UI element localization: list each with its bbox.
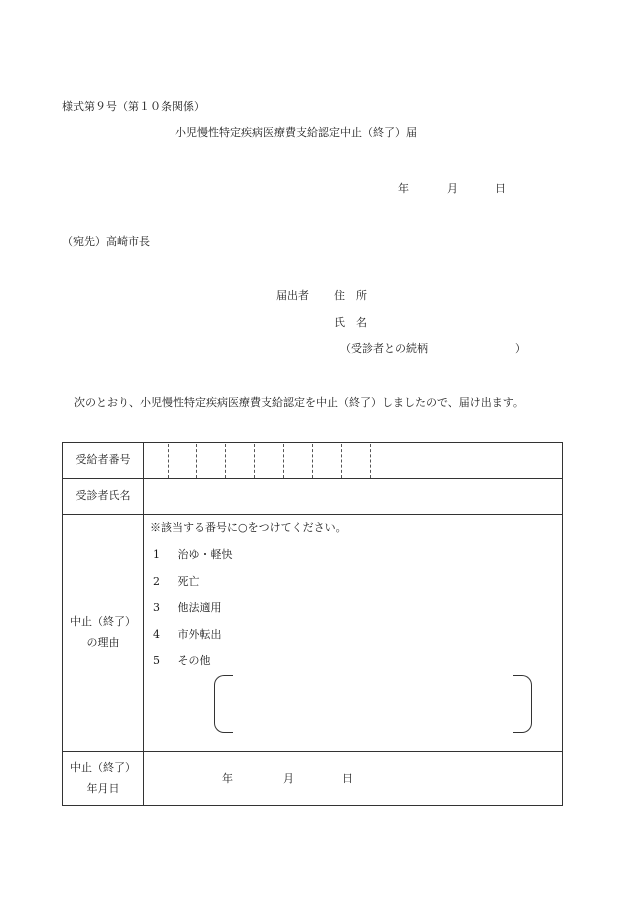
- reason-item[interactable]: [153, 576, 200, 587]
- reason-number: 5: [153, 654, 160, 667]
- reason-text: 死亡: [177, 575, 200, 588]
- stop-date-label-line2: 年月日: [86, 781, 120, 795]
- name-label: 氏 名: [334, 316, 367, 329]
- recipient-number-field[interactable]: [144, 443, 563, 479]
- digit-cell: [226, 444, 255, 478]
- statement: 次のとおり、小児慢性特定疾病医療費支給認定を中止（終了）しましたので、届け出ます。: [74, 396, 524, 409]
- reason-item[interactable]: [153, 549, 233, 560]
- stop-date-label-line1: 中止（終了）: [70, 760, 136, 774]
- stop-date-month: 月: [283, 772, 294, 785]
- reason-item[interactable]: [153, 655, 211, 666]
- form-table: [62, 442, 563, 806]
- digit-cell: [197, 444, 226, 478]
- digit-cell: [342, 444, 371, 478]
- stop-date-row: [63, 752, 563, 806]
- patient-name-row: [63, 479, 563, 515]
- reason-number: 2: [153, 575, 160, 588]
- reason-text: 市外転出: [177, 628, 222, 641]
- form-title: 小児慢性特定疾病医療費支給認定中止（終了）届: [175, 126, 417, 139]
- date-month-label: 月: [447, 182, 458, 195]
- digit-cell: [255, 444, 284, 478]
- other-reason-left-bracket: [214, 675, 233, 733]
- reason-text: 他法適用: [177, 601, 222, 614]
- recipient-number-digits: [144, 444, 562, 478]
- reason-label-line1: 中止（終了）: [70, 615, 136, 629]
- patient-name-label: 受診者氏名: [63, 479, 144, 515]
- reason-field[interactable]: [144, 515, 563, 752]
- reason-row: [63, 515, 563, 752]
- date-year-label: 年: [398, 182, 409, 195]
- reason-label-line2: の理由: [86, 636, 120, 649]
- addressee: （宛先）高崎市長: [62, 235, 150, 248]
- reason-number: 4: [153, 628, 160, 641]
- address-label: 住 所: [334, 289, 367, 302]
- digit-cell: [313, 444, 342, 478]
- reason-note: ※該当する番号に○をつけてください。: [150, 521, 347, 534]
- digit-cell: [168, 444, 197, 478]
- stop-date-label: [63, 752, 144, 806]
- stop-date-day: 日: [342, 772, 353, 785]
- recipient-number-row: [63, 443, 563, 479]
- other-reason-right-bracket: [513, 675, 532, 733]
- date-day-label: 日: [495, 182, 506, 195]
- reason-text: その他: [177, 654, 211, 667]
- reason-number: 3: [153, 601, 160, 614]
- patient-name-field[interactable]: [144, 479, 563, 515]
- submitter-label: 届出者: [276, 289, 309, 302]
- reason-number: 1: [153, 548, 160, 561]
- reason-item[interactable]: [153, 629, 222, 640]
- reason-label: [63, 515, 144, 752]
- recipient-number-label: 受給者番号: [63, 443, 144, 479]
- digit-cell: [284, 444, 313, 478]
- stop-date-field[interactable]: [144, 752, 563, 806]
- relationship-label: （受診者との続柄: [340, 342, 428, 355]
- stop-date-year: 年: [222, 772, 233, 785]
- form-number: 様式第９号（第１０条関係）: [62, 100, 205, 113]
- relationship-close: ）: [515, 342, 526, 355]
- reason-text: 治ゆ・軽快: [177, 548, 233, 561]
- reason-item[interactable]: [153, 602, 222, 613]
